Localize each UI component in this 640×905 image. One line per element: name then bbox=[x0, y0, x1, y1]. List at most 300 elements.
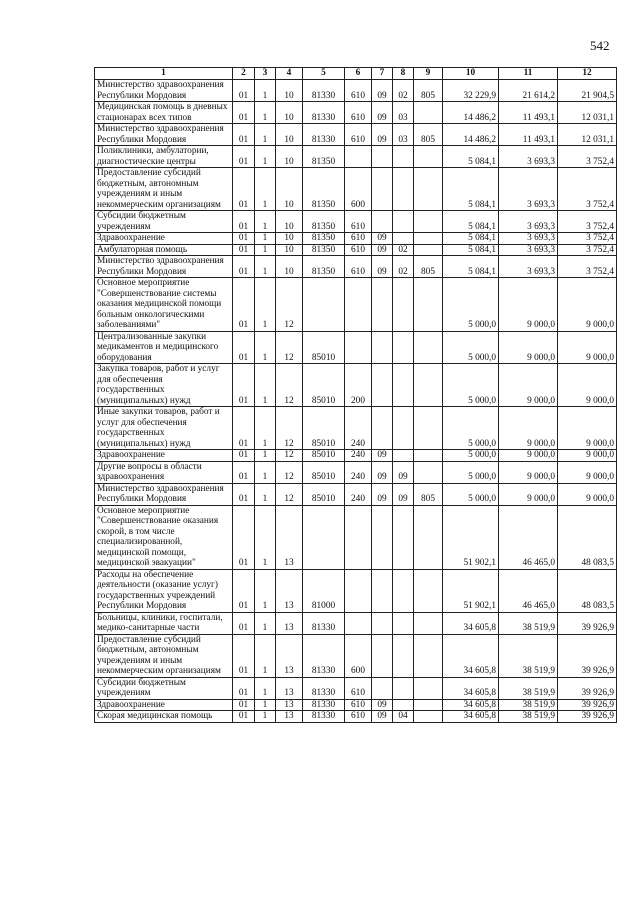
cell-code-col-3: 1 bbox=[255, 407, 276, 450]
cell-ministry-code bbox=[414, 634, 443, 677]
cell-amount-col-12: 48 083,5 bbox=[558, 505, 617, 569]
cell-expense-type: 610 bbox=[345, 256, 372, 278]
cell-subsection bbox=[393, 278, 414, 332]
cell-ministry-code bbox=[414, 233, 443, 245]
cell-amount-col-12: 3 752,4 bbox=[558, 233, 617, 245]
cell-amount-col-11: 46 465,0 bbox=[499, 569, 558, 612]
cell-code-col-3: 1 bbox=[255, 711, 276, 723]
cell-code-col-4: 12 bbox=[276, 407, 303, 450]
table-row bbox=[95, 407, 617, 450]
cell-ministry-code bbox=[414, 331, 443, 364]
cell-amount-col-10: 5 000,0 bbox=[443, 364, 499, 407]
cell-expense-type bbox=[345, 505, 372, 569]
cell-code-col-3: 1 bbox=[255, 505, 276, 569]
cell-amount-col-10: 5 084,1 bbox=[443, 244, 499, 256]
cell-section bbox=[372, 505, 393, 569]
cell-row-name: Поликлиники, амбулатории, диагностические центры bbox=[95, 146, 233, 168]
column-header: 12 bbox=[558, 68, 617, 80]
cell-code-col-4: 12 bbox=[276, 364, 303, 407]
cell-code-col-3: 1 bbox=[255, 461, 276, 483]
cell-ministry-code: 805 bbox=[414, 124, 443, 146]
cell-amount-col-11: 11 493,1 bbox=[499, 102, 558, 124]
cell-code-col-2: 01 bbox=[233, 612, 255, 634]
cell-subsection bbox=[393, 146, 414, 168]
cell-code-col-3: 1 bbox=[255, 102, 276, 124]
cell-code-col-4: 10 bbox=[276, 80, 303, 102]
cell-row-name: Иные закупки товаров, работ и услуг для обеспечения государственных (муниципальных) нужд bbox=[95, 407, 233, 450]
cell-ministry-code bbox=[414, 450, 443, 462]
cell-row-name: Субсидии бюджетным учреждениям bbox=[95, 677, 233, 699]
cell-section: 09 bbox=[372, 256, 393, 278]
cell-ministry-code bbox=[414, 407, 443, 450]
cell-code-col-3: 1 bbox=[255, 233, 276, 245]
cell-row-name: Централизованные закупки медикаментов и медицинского оборудования bbox=[95, 331, 233, 364]
cell-section: 09 bbox=[372, 233, 393, 245]
cell-amount-col-12: 3 752,4 bbox=[558, 256, 617, 278]
cell-subsection: 09 bbox=[393, 461, 414, 483]
cell-amount-col-10: 5 084,1 bbox=[443, 211, 499, 233]
cell-target-article: 81000 bbox=[303, 569, 345, 612]
table-row bbox=[95, 699, 617, 711]
table-row bbox=[95, 124, 617, 146]
cell-code-col-3: 1 bbox=[255, 244, 276, 256]
cell-target-article: 81350 bbox=[303, 146, 345, 168]
cell-target-article: 81330 bbox=[303, 711, 345, 723]
budget-table bbox=[94, 67, 617, 723]
cell-code-col-4: 13 bbox=[276, 634, 303, 677]
cell-subsection bbox=[393, 699, 414, 711]
column-header: 4 bbox=[276, 68, 303, 80]
cell-code-col-3: 1 bbox=[255, 483, 276, 505]
cell-amount-col-11: 38 519,9 bbox=[499, 677, 558, 699]
cell-code-col-4: 10 bbox=[276, 124, 303, 146]
cell-section bbox=[372, 677, 393, 699]
cell-row-name: Скорая медицинская помощь bbox=[95, 711, 233, 723]
cell-subsection: 03 bbox=[393, 124, 414, 146]
cell-subsection bbox=[393, 168, 414, 211]
cell-code-col-2: 01 bbox=[233, 146, 255, 168]
cell-code-col-2: 01 bbox=[233, 102, 255, 124]
cell-target-article: 81330 bbox=[303, 634, 345, 677]
cell-amount-col-11: 9 000,0 bbox=[499, 364, 558, 407]
cell-target-article: 81350 bbox=[303, 211, 345, 233]
cell-target-article: 85010 bbox=[303, 461, 345, 483]
table-row bbox=[95, 80, 617, 102]
table-row bbox=[95, 461, 617, 483]
cell-row-name: Министерство здравоохранения Республики Мордовия bbox=[95, 124, 233, 146]
page-number: 542 bbox=[590, 38, 610, 53]
cell-code-col-4: 13 bbox=[276, 505, 303, 569]
cell-expense-type: 600 bbox=[345, 168, 372, 211]
cell-target-article: 85010 bbox=[303, 364, 345, 407]
cell-code-col-2: 01 bbox=[233, 331, 255, 364]
cell-row-name: Здравоохранение bbox=[95, 699, 233, 711]
table-header-row bbox=[95, 68, 617, 80]
cell-row-name: Министерство здравоохранения Республики Мордовия bbox=[95, 80, 233, 102]
cell-code-col-2: 01 bbox=[233, 699, 255, 711]
cell-subsection: 02 bbox=[393, 256, 414, 278]
cell-target-article: 81350 bbox=[303, 244, 345, 256]
cell-target-article: 85010 bbox=[303, 331, 345, 364]
cell-code-col-2: 01 bbox=[233, 711, 255, 723]
column-header: 7 bbox=[372, 68, 393, 80]
column-header: 1 bbox=[95, 68, 233, 80]
cell-amount-col-10: 32 229,9 bbox=[443, 80, 499, 102]
cell-row-name: Здравоохранение bbox=[95, 233, 233, 245]
column-header: 5 bbox=[303, 68, 345, 80]
cell-target-article: 81350 bbox=[303, 168, 345, 211]
cell-amount-col-12: 9 000,0 bbox=[558, 461, 617, 483]
cell-section: 09 bbox=[372, 80, 393, 102]
cell-code-col-4: 10 bbox=[276, 102, 303, 124]
cell-code-col-2: 01 bbox=[233, 364, 255, 407]
cell-ministry-code bbox=[414, 505, 443, 569]
cell-code-col-4: 10 bbox=[276, 233, 303, 245]
cell-amount-col-12: 39 926,9 bbox=[558, 677, 617, 699]
cell-amount-col-11: 38 519,9 bbox=[499, 612, 558, 634]
cell-expense-type bbox=[345, 146, 372, 168]
cell-amount-col-11: 3 693,3 bbox=[499, 168, 558, 211]
column-header: 11 bbox=[499, 68, 558, 80]
cell-subsection: 09 bbox=[393, 483, 414, 505]
table-body bbox=[95, 80, 617, 723]
cell-amount-col-10: 5 084,1 bbox=[443, 168, 499, 211]
cell-code-col-3: 1 bbox=[255, 450, 276, 462]
table-row bbox=[95, 569, 617, 612]
cell-code-col-3: 1 bbox=[255, 612, 276, 634]
cell-code-col-3: 1 bbox=[255, 278, 276, 332]
cell-code-col-4: 10 bbox=[276, 146, 303, 168]
cell-ministry-code bbox=[414, 364, 443, 407]
cell-subsection bbox=[393, 331, 414, 364]
cell-code-col-3: 1 bbox=[255, 168, 276, 211]
cell-ministry-code bbox=[414, 677, 443, 699]
cell-subsection bbox=[393, 211, 414, 233]
cell-amount-col-11: 9 000,0 bbox=[499, 278, 558, 332]
cell-expense-type: 610 bbox=[345, 233, 372, 245]
cell-code-col-4: 13 bbox=[276, 711, 303, 723]
cell-amount-col-12: 9 000,0 bbox=[558, 450, 617, 462]
column-header: 10 bbox=[443, 68, 499, 80]
cell-amount-col-10: 51 902,1 bbox=[443, 569, 499, 612]
cell-section bbox=[372, 211, 393, 233]
cell-section bbox=[372, 407, 393, 450]
cell-amount-col-11: 38 519,9 bbox=[499, 711, 558, 723]
cell-expense-type bbox=[345, 612, 372, 634]
cell-target-article: 81350 bbox=[303, 233, 345, 245]
cell-section bbox=[372, 331, 393, 364]
column-header: 6 bbox=[345, 68, 372, 80]
cell-subsection bbox=[393, 233, 414, 245]
cell-expense-type: 240 bbox=[345, 461, 372, 483]
cell-expense-type: 240 bbox=[345, 483, 372, 505]
cell-amount-col-10: 14 486,2 bbox=[443, 124, 499, 146]
cell-row-name: Расходы на обеспечение деятельности (оказание услуг) государственных учреждений Республики Мордовия bbox=[95, 569, 233, 612]
cell-section: 09 bbox=[372, 450, 393, 462]
cell-ministry-code bbox=[414, 461, 443, 483]
cell-subsection bbox=[393, 569, 414, 612]
cell-code-col-3: 1 bbox=[255, 80, 276, 102]
table-row bbox=[95, 233, 617, 245]
cell-amount-col-11: 11 493,1 bbox=[499, 124, 558, 146]
cell-ministry-code bbox=[414, 211, 443, 233]
cell-target-article bbox=[303, 505, 345, 569]
cell-code-col-2: 01 bbox=[233, 569, 255, 612]
cell-ministry-code: 805 bbox=[414, 256, 443, 278]
cell-row-name: Больницы, клиники, госпитали, медико-санитарные части bbox=[95, 612, 233, 634]
cell-amount-col-11: 21 614,2 bbox=[499, 80, 558, 102]
cell-section bbox=[372, 146, 393, 168]
cell-section: 09 bbox=[372, 711, 393, 723]
cell-amount-col-12: 3 752,4 bbox=[558, 168, 617, 211]
cell-ministry-code: 805 bbox=[414, 483, 443, 505]
cell-expense-type: 200 bbox=[345, 364, 372, 407]
cell-ministry-code bbox=[414, 278, 443, 332]
cell-target-article: 81330 bbox=[303, 612, 345, 634]
cell-amount-col-10: 5 084,1 bbox=[443, 146, 499, 168]
cell-amount-col-11: 3 693,3 bbox=[499, 233, 558, 245]
cell-section bbox=[372, 364, 393, 407]
cell-target-article bbox=[303, 278, 345, 332]
cell-amount-col-12: 3 752,4 bbox=[558, 146, 617, 168]
cell-amount-col-10: 34 605,8 bbox=[443, 612, 499, 634]
table-row bbox=[95, 450, 617, 462]
cell-amount-col-10: 5 000,0 bbox=[443, 278, 499, 332]
cell-code-col-4: 12 bbox=[276, 483, 303, 505]
table-row bbox=[95, 612, 617, 634]
table-row bbox=[95, 278, 617, 332]
cell-amount-col-12: 39 926,9 bbox=[558, 612, 617, 634]
cell-row-name: Основное мероприятие "Совершенствование системы оказания медицинской помощи больным онкологическими заболеваниями" bbox=[95, 278, 233, 332]
cell-row-name: Предоставление субсидий бюджетным, автономным учреждениям и иным некоммерческим организациям bbox=[95, 634, 233, 677]
cell-target-article: 81350 bbox=[303, 256, 345, 278]
cell-code-col-2: 01 bbox=[233, 168, 255, 211]
cell-ministry-code: 805 bbox=[414, 80, 443, 102]
cell-amount-col-10: 5 000,0 bbox=[443, 483, 499, 505]
cell-code-col-4: 12 bbox=[276, 450, 303, 462]
cell-expense-type: 240 bbox=[345, 407, 372, 450]
cell-section bbox=[372, 634, 393, 677]
cell-subsection: 02 bbox=[393, 80, 414, 102]
cell-amount-col-10: 34 605,8 bbox=[443, 677, 499, 699]
cell-code-col-2: 01 bbox=[233, 407, 255, 450]
cell-code-col-3: 1 bbox=[255, 364, 276, 407]
cell-amount-col-11: 9 000,0 bbox=[499, 483, 558, 505]
cell-subsection bbox=[393, 505, 414, 569]
cell-code-col-4: 13 bbox=[276, 612, 303, 634]
cell-row-name: Министерство здравоохранения Республики Мордовия bbox=[95, 483, 233, 505]
cell-ministry-code bbox=[414, 569, 443, 612]
cell-code-col-4: 10 bbox=[276, 211, 303, 233]
cell-amount-col-11: 38 519,9 bbox=[499, 699, 558, 711]
cell-section bbox=[372, 569, 393, 612]
cell-code-col-3: 1 bbox=[255, 211, 276, 233]
cell-amount-col-10: 34 605,8 bbox=[443, 711, 499, 723]
cell-subsection bbox=[393, 407, 414, 450]
cell-amount-col-12: 39 926,9 bbox=[558, 699, 617, 711]
cell-code-col-4: 10 bbox=[276, 168, 303, 211]
cell-amount-col-12: 3 752,4 bbox=[558, 211, 617, 233]
cell-amount-col-12: 9 000,0 bbox=[558, 407, 617, 450]
cell-amount-col-10: 5 000,0 bbox=[443, 407, 499, 450]
cell-expense-type: 610 bbox=[345, 677, 372, 699]
cell-code-col-2: 01 bbox=[233, 461, 255, 483]
cell-section bbox=[372, 612, 393, 634]
cell-row-name: Здравоохранение bbox=[95, 450, 233, 462]
cell-amount-col-10: 5 000,0 bbox=[443, 331, 499, 364]
cell-row-name: Основное мероприятие "Совершенствование оказания скорой, в том числе специализированной, медицинской помощи, медицинской эвакуации" bbox=[95, 505, 233, 569]
cell-code-col-2: 01 bbox=[233, 244, 255, 256]
cell-row-name: Министерство здравоохранения Республики Мордовия bbox=[95, 256, 233, 278]
cell-amount-col-10: 5 000,0 bbox=[443, 461, 499, 483]
cell-section: 09 bbox=[372, 483, 393, 505]
cell-code-col-4: 12 bbox=[276, 331, 303, 364]
cell-ministry-code bbox=[414, 244, 443, 256]
cell-code-col-4: 13 bbox=[276, 569, 303, 612]
cell-section: 09 bbox=[372, 461, 393, 483]
cell-section bbox=[372, 278, 393, 332]
cell-amount-col-12: 48 083,5 bbox=[558, 569, 617, 612]
column-header: 2 bbox=[233, 68, 255, 80]
cell-subsection: 04 bbox=[393, 711, 414, 723]
cell-amount-col-12: 9 000,0 bbox=[558, 483, 617, 505]
cell-code-col-2: 01 bbox=[233, 278, 255, 332]
cell-subsection bbox=[393, 364, 414, 407]
table-row bbox=[95, 364, 617, 407]
cell-subsection: 02 bbox=[393, 244, 414, 256]
cell-row-name: Амбулаторная помощь bbox=[95, 244, 233, 256]
table-row bbox=[95, 244, 617, 256]
table-row bbox=[95, 146, 617, 168]
cell-code-col-4: 12 bbox=[276, 278, 303, 332]
cell-code-col-2: 01 bbox=[233, 80, 255, 102]
cell-expense-type: 610 bbox=[345, 124, 372, 146]
cell-ministry-code bbox=[414, 711, 443, 723]
cell-row-name: Медицинская помощь в дневных стационарах всех типов bbox=[95, 102, 233, 124]
cell-amount-col-10: 34 605,8 bbox=[443, 634, 499, 677]
table-row bbox=[95, 483, 617, 505]
cell-code-col-4: 10 bbox=[276, 244, 303, 256]
cell-section bbox=[372, 168, 393, 211]
cell-amount-col-11: 3 693,3 bbox=[499, 211, 558, 233]
cell-expense-type: 610 bbox=[345, 711, 372, 723]
cell-code-col-3: 1 bbox=[255, 256, 276, 278]
cell-amount-col-10: 5 084,1 bbox=[443, 233, 499, 245]
cell-subsection bbox=[393, 450, 414, 462]
cell-code-col-2: 01 bbox=[233, 124, 255, 146]
table-row bbox=[95, 677, 617, 699]
cell-ministry-code bbox=[414, 102, 443, 124]
cell-target-article: 81330 bbox=[303, 699, 345, 711]
cell-code-col-3: 1 bbox=[255, 699, 276, 711]
cell-code-col-2: 01 bbox=[233, 505, 255, 569]
column-header: 3 bbox=[255, 68, 276, 80]
cell-ministry-code bbox=[414, 699, 443, 711]
cell-amount-col-11: 3 693,3 bbox=[499, 256, 558, 278]
cell-amount-col-12: 12 031,1 bbox=[558, 102, 617, 124]
column-header: 8 bbox=[393, 68, 414, 80]
cell-expense-type: 600 bbox=[345, 634, 372, 677]
cell-expense-type: 240 bbox=[345, 450, 372, 462]
cell-amount-col-12: 9 000,0 bbox=[558, 364, 617, 407]
cell-code-col-3: 1 bbox=[255, 124, 276, 146]
cell-amount-col-11: 9 000,0 bbox=[499, 331, 558, 364]
cell-code-col-2: 01 bbox=[233, 634, 255, 677]
cell-amount-col-11: 3 693,3 bbox=[499, 146, 558, 168]
table-row bbox=[95, 168, 617, 211]
cell-target-article: 85010 bbox=[303, 450, 345, 462]
cell-amount-col-11: 9 000,0 bbox=[499, 461, 558, 483]
cell-ministry-code bbox=[414, 146, 443, 168]
cell-target-article: 81330 bbox=[303, 80, 345, 102]
cell-target-article: 85010 bbox=[303, 483, 345, 505]
cell-amount-col-10: 14 486,2 bbox=[443, 102, 499, 124]
cell-amount-col-12: 9 000,0 bbox=[558, 278, 617, 332]
cell-expense-type bbox=[345, 331, 372, 364]
cell-code-col-2: 01 bbox=[233, 677, 255, 699]
cell-section: 09 bbox=[372, 124, 393, 146]
cell-subsection bbox=[393, 634, 414, 677]
cell-target-article: 81330 bbox=[303, 102, 345, 124]
cell-subsection bbox=[393, 677, 414, 699]
cell-amount-col-10: 34 605,8 bbox=[443, 699, 499, 711]
cell-expense-type: 610 bbox=[345, 244, 372, 256]
cell-code-col-3: 1 bbox=[255, 677, 276, 699]
cell-expense-type: 610 bbox=[345, 211, 372, 233]
cell-code-col-4: 13 bbox=[276, 699, 303, 711]
cell-expense-type: 610 bbox=[345, 102, 372, 124]
table-row bbox=[95, 256, 617, 278]
cell-code-col-3: 1 bbox=[255, 634, 276, 677]
cell-target-article: 81330 bbox=[303, 677, 345, 699]
cell-row-name: Предоставление субсидий бюджетным, автономным учреждениям и иным некоммерческим организациям bbox=[95, 168, 233, 211]
cell-amount-col-11: 38 519,9 bbox=[499, 634, 558, 677]
cell-code-col-3: 1 bbox=[255, 146, 276, 168]
table-row bbox=[95, 711, 617, 723]
cell-amount-col-12: 39 926,9 bbox=[558, 711, 617, 723]
cell-expense-type: 610 bbox=[345, 80, 372, 102]
table-row bbox=[95, 102, 617, 124]
cell-expense-type bbox=[345, 569, 372, 612]
cell-expense-type: 610 bbox=[345, 699, 372, 711]
cell-subsection: 03 bbox=[393, 102, 414, 124]
cell-section: 09 bbox=[372, 102, 393, 124]
cell-target-article: 81330 bbox=[303, 124, 345, 146]
table-row bbox=[95, 211, 617, 233]
cell-code-col-2: 01 bbox=[233, 211, 255, 233]
cell-amount-col-12: 3 752,4 bbox=[558, 244, 617, 256]
cell-code-col-3: 1 bbox=[255, 331, 276, 364]
cell-amount-col-11: 9 000,0 bbox=[499, 407, 558, 450]
cell-amount-col-10: 5 000,0 bbox=[443, 450, 499, 462]
table-row bbox=[95, 331, 617, 364]
cell-row-name: Другие вопросы в области здравоохранения bbox=[95, 461, 233, 483]
cell-amount-col-12: 21 904,5 bbox=[558, 80, 617, 102]
cell-section: 09 bbox=[372, 244, 393, 256]
cell-amount-col-11: 3 693,3 bbox=[499, 244, 558, 256]
cell-amount-col-12: 12 031,1 bbox=[558, 124, 617, 146]
cell-row-name: Закупка товаров, работ и услуг для обеспечения государственных (муниципальных) нужд bbox=[95, 364, 233, 407]
cell-row-name: Субсидии бюджетным учреждениям bbox=[95, 211, 233, 233]
table-row bbox=[95, 505, 617, 569]
cell-code-col-4: 13 bbox=[276, 677, 303, 699]
table-row bbox=[95, 634, 617, 677]
cell-expense-type bbox=[345, 278, 372, 332]
cell-code-col-2: 01 bbox=[233, 256, 255, 278]
cell-section: 09 bbox=[372, 699, 393, 711]
cell-amount-col-11: 9 000,0 bbox=[499, 450, 558, 462]
cell-code-col-2: 01 bbox=[233, 233, 255, 245]
